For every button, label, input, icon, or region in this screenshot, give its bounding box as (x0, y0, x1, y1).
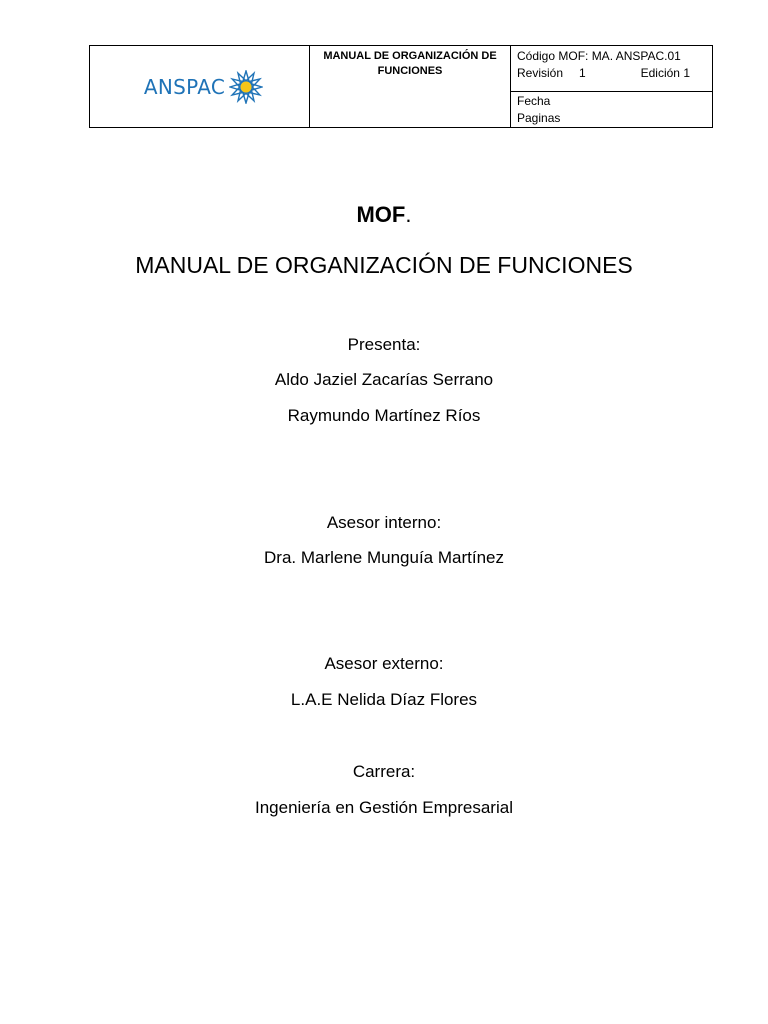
manual-title-line1: MANUAL DE ORGANIZACIÓN DE (323, 50, 497, 62)
presenter-1: Aldo Jaziel Zacarías Serrano (274, 370, 494, 389)
revision-row (517, 65, 706, 82)
document-code-suffix: . (405, 202, 412, 227)
revision-label: Revisión (517, 66, 564, 80)
asesor-interno-label: Asesor interno: (326, 513, 442, 532)
document-header-table (89, 45, 713, 128)
meta-code-revision (511, 46, 712, 92)
logo-cell (90, 46, 310, 127)
manual-title-line2: FUNCIONES (377, 65, 443, 77)
asesor-externo-label: Asesor externo: (324, 654, 444, 673)
revision-value: 1 (579, 66, 586, 80)
document-code (0, 202, 768, 228)
presenta-label: Presenta: (347, 335, 421, 354)
logo-text: ANSPAC (143, 74, 226, 99)
carrera-name: Ingeniería en Gestión Empresarial (255, 798, 513, 817)
asesor-externo-name: L.A.E Nelida Díaz Flores (290, 690, 478, 709)
revision (517, 65, 586, 82)
document-title: MANUAL DE ORGANIZACIÓN DE FUNCIONES (135, 252, 633, 278)
meta-cell (511, 46, 712, 127)
manual-title-cell (310, 46, 511, 127)
edicion: Edición 1 (640, 66, 690, 80)
fecha-label: Fecha (517, 94, 551, 108)
asesor-interno-name: Dra. Marlene Munguía Martínez (264, 548, 504, 567)
codigo-mof: Código MOF: MA. ANSPAC.01 (517, 49, 681, 63)
sun-flower-icon (229, 70, 263, 104)
paginas-label: Paginas (517, 111, 561, 125)
meta-date-pages (511, 92, 712, 127)
presenter-2: Raymundo Martínez Ríos (287, 406, 481, 425)
document-code-bold: MOF (356, 202, 406, 227)
carrera-label: Carrera: (352, 762, 416, 781)
